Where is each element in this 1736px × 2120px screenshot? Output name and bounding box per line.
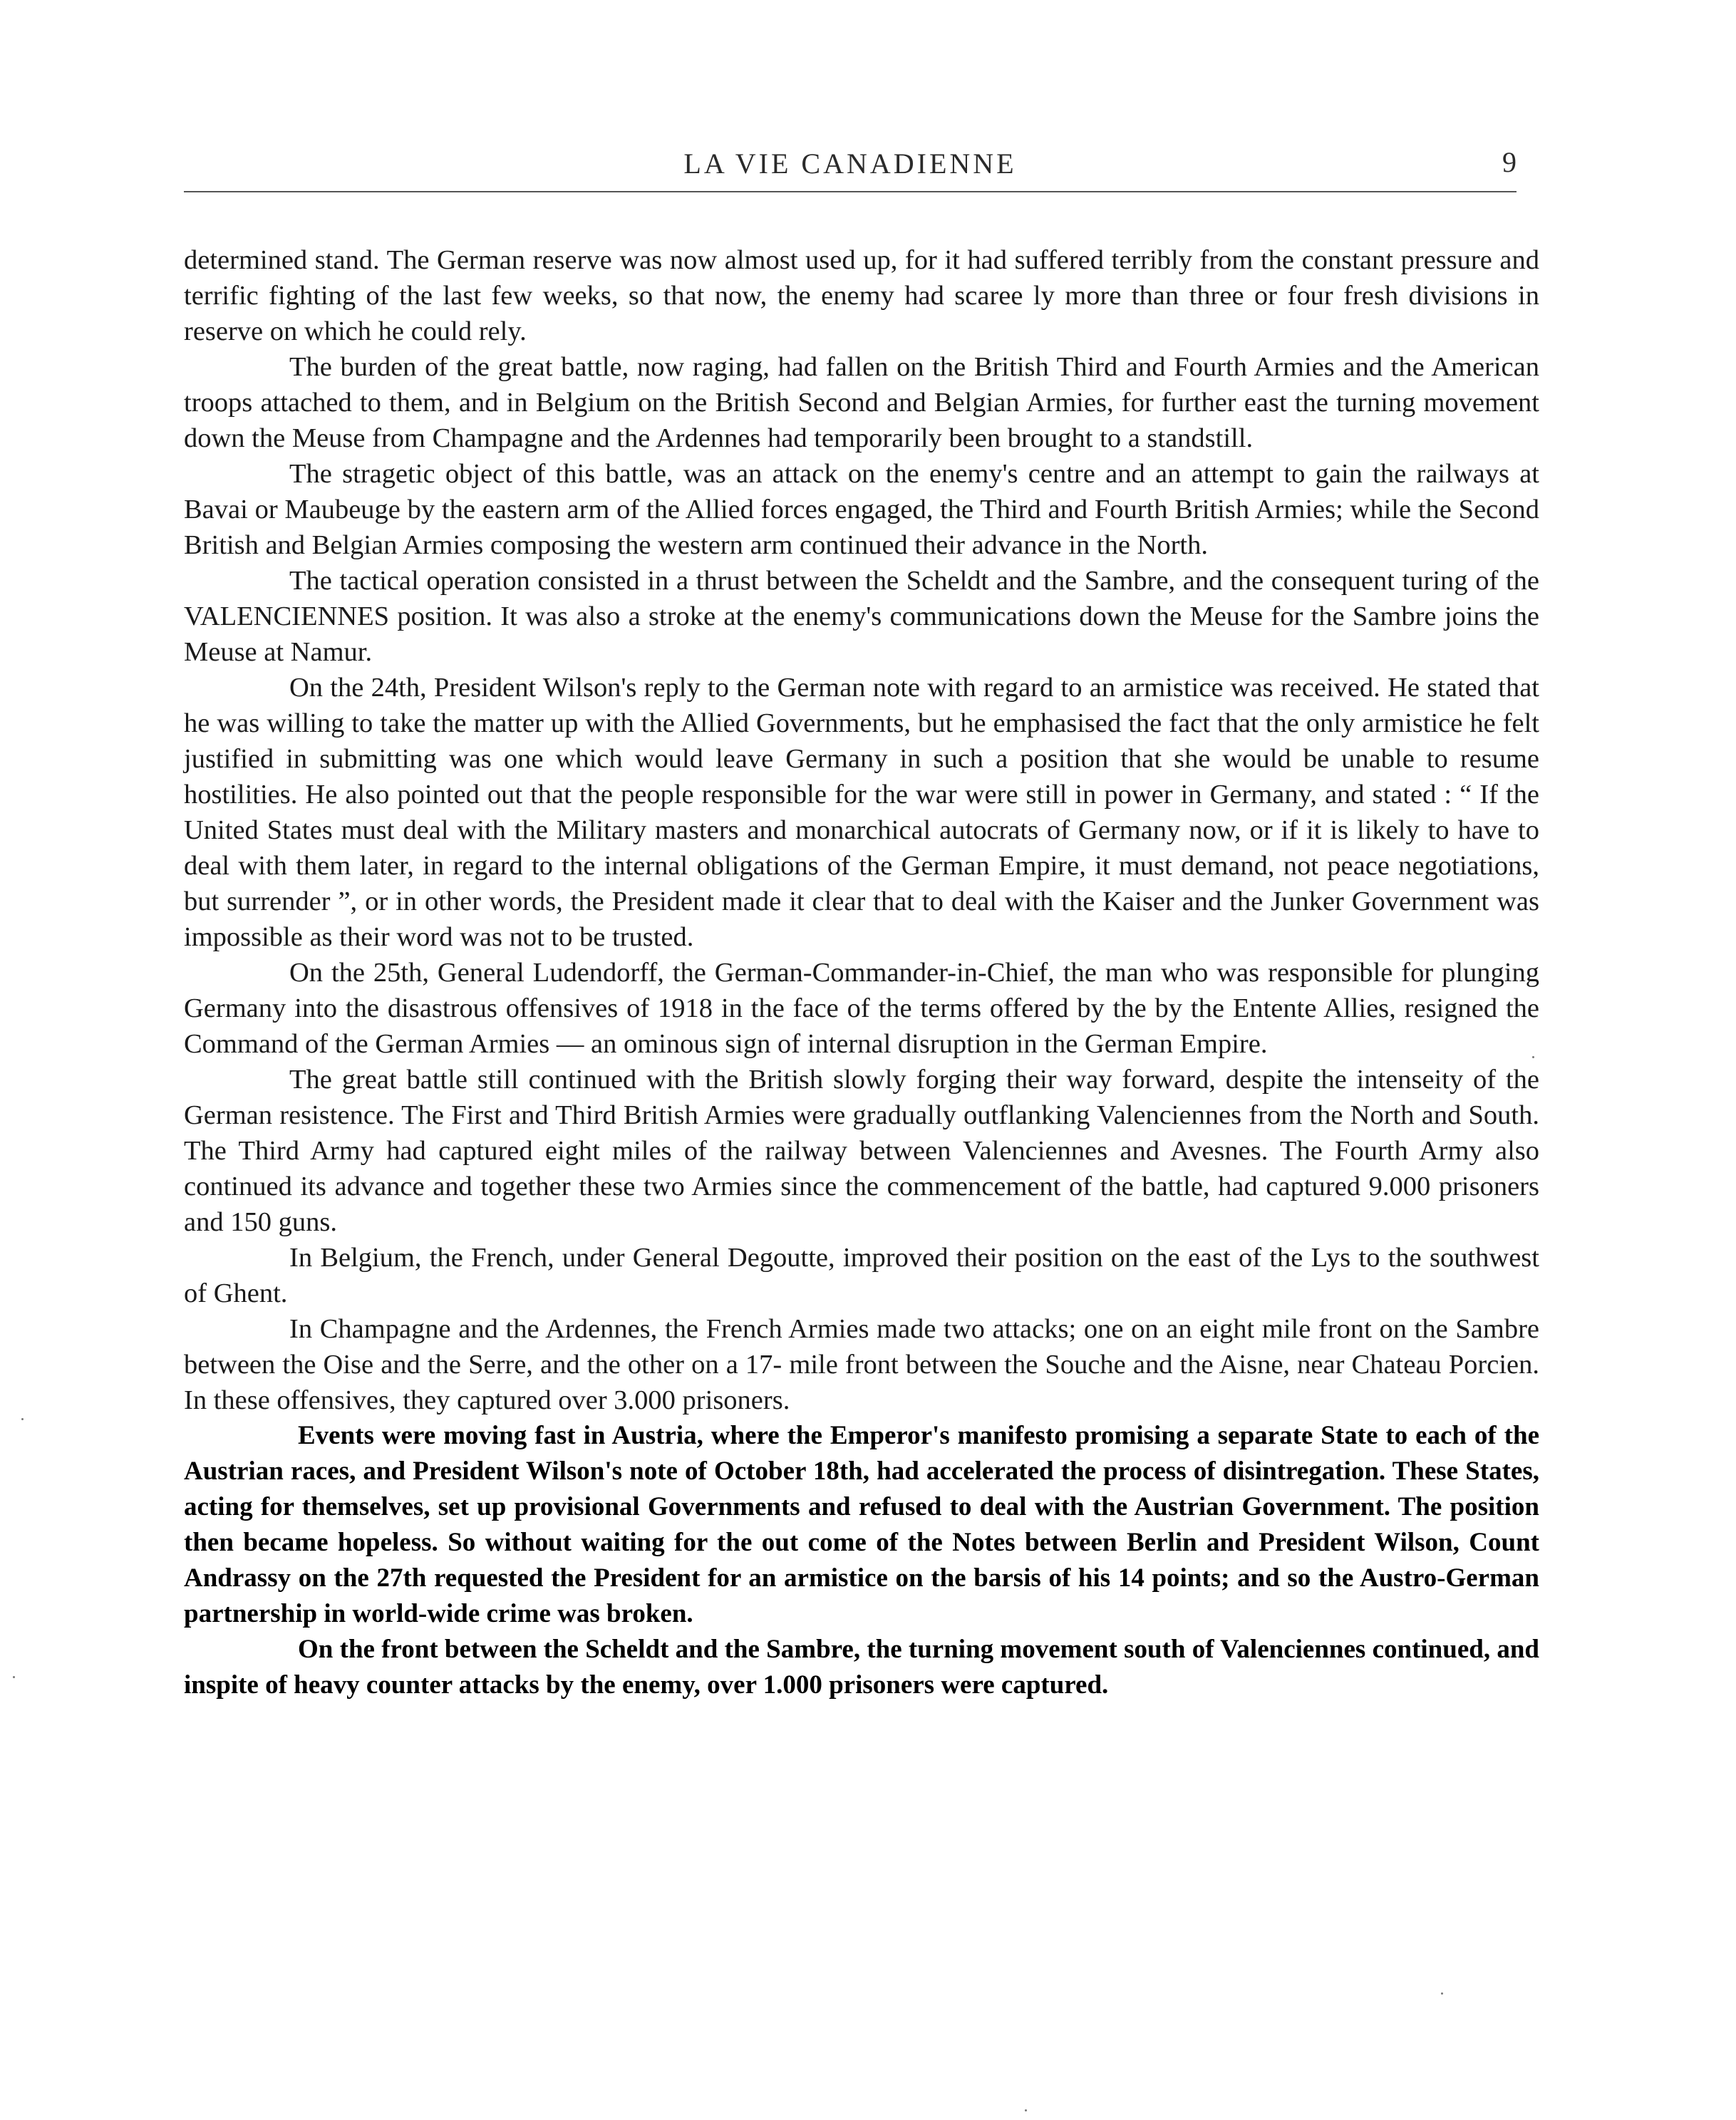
paragraph: On the 25th, General Ludendorff, the German-Commander-in-Chief, the man who was responsible for plunging Germany into the disastrous offensives of 1918 in the face of the terms offered by the by the Entente Allies, resigned the Command of the German Armies — an ominous sign of internal disruption in the German Empire. bbox=[184, 958, 1539, 1059]
paragraph: In Belgium, the French, under General Degoutte, improved their position on the east of the Lys to the southwest of Ghent. bbox=[184, 1243, 1539, 1308]
paragraph: The tactical operation consisted in a thrust between the Scheldt and the Sambre, and the consequent turing of the VALENCIENNES position. It was also a stroke at the enemy's communications down the Meuse for the Sambre joins the Meuse at Namur. bbox=[184, 566, 1539, 667]
paragraph: In Champagne and the Ardennes, the French Armies made two attacks; one on an eight mile front on the Sambre between the Oise and the Serre, and the other on a 17- mile front between the Souche and the Aisne, near Chateau Porcien. In these offensives, they captured over 3.000 prisoners. bbox=[184, 1314, 1539, 1415]
print-speck bbox=[1441, 1992, 1443, 1995]
running-head bbox=[184, 140, 1517, 190]
print-speck bbox=[1532, 1056, 1534, 1058]
paragraph: The burden of the great battle, now raging, had fallen on the British Third and Fourth Armies and the American troops attached to them, and in Belgium on the British Second and Belgian Armies, for further east the turning movement down the Meuse from Champagne and the Ardennes had temporarily been brought to a standstill. bbox=[184, 352, 1539, 453]
paragraph-continued: determined stand. The German reserve was now almost used up, for it had suffered terribly from the constant pressure and terrific fighting of the last few weeks, so that now, the enemy had scaree ly more than three or four fresh divisions in reserve on which he could rely. bbox=[184, 245, 1539, 346]
print-speck bbox=[13, 1676, 15, 1678]
paragraph: Events were moving fast in Austria, where the Emperor's manifesto promising a separate State to each of the Austrian races, and President Wilson's note of October 18th, had accelerated the process of disintregation. These States, acting for themselves, set up provisional Governments and refused to deal with the Austrian Government. The position then became hopeless. So without waiting for the out come of the Notes between Berlin and President Wilson, Count Andrassy on the 27th requested the President for an armistice on the barsis of his 14 points; and so the Austro-German partnership in world-wide crime was broken. bbox=[184, 1421, 1539, 1628]
paragraph: The stragetic object of this battle, was an attack on the enemy's centre and an attempt to gain the railways at Bavai or Maubeuge by the eastern arm of the Allied forces engaged, the Third and Fourth British Armies; while the Second British and Belgian Armies composing the western arm continued their advance in the North. bbox=[184, 459, 1539, 560]
header-rule bbox=[184, 191, 1517, 192]
print-speck bbox=[21, 1418, 24, 1420]
page-number: 9 bbox=[1502, 146, 1517, 178]
journal-title: LA VIE CANADIENNE bbox=[683, 148, 1017, 180]
paragraph: The great battle still continued with the British slowly forging their way forward, despite the intenseity of the German resistence. The First and Third British Armies were gradually outflanking Valenciennes from the North and South. The Third Army had captured eight miles of the railway between Valenciennes and Avesnes. The Fourth Army also continued its advance and together these two Armies since the commencement of the battle, had captured 9.000 prisoners and 150 guns. bbox=[184, 1065, 1539, 1237]
paragraph: On the front between the Scheldt and the Sambre, the turning movement south of Valenciennes continued, and inspite of heavy counter attacks by the enemy, over 1.000 prisoners were captured. bbox=[184, 1635, 1539, 1700]
paragraph: On the 24th, President Wilson's reply to the German note with regard to an armistice was received. He stated that he was willing to take the matter up with the Allied Governments, but he emphasised the fact that the only armistice he felt justified in submitting was one which would leave Germany in such a position that she would be unable to resume hostilities. He also pointed out that the people responsible for the war were still in power in Germany, and stated : “ If the United States must deal with the Military masters and monarchical autocrats of Germany now, or if it is likely to have to deal with them later, in regard to the internal obligations of the German Empire, it must demand, not peace negotiations, but surrender ”, or in other words, the President made it clear that to deal with the Kaiser and the Junker Government was impossible as their word was not to be trusted. bbox=[184, 673, 1539, 952]
article-body bbox=[184, 242, 1539, 1703]
print-speck bbox=[1025, 2109, 1027, 2111]
